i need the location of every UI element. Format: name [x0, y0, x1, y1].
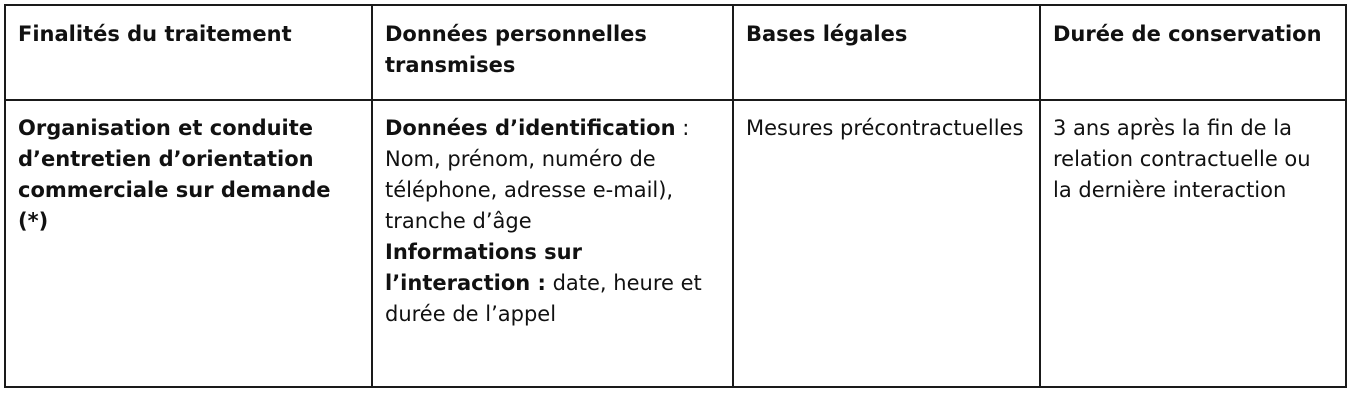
- table-container: [4, 4, 1347, 388]
- identification-data-text: : Nom, prénom, numéro de téléphone, adresse e-mail), tranche d’âge: [385, 116, 690, 233]
- cell-personal-data: [372, 100, 733, 387]
- interaction-data-text: date, heure et durée de l’appel: [385, 271, 702, 326]
- table-header-row: [5, 5, 1346, 100]
- header-legal-basis: Bases légales: [733, 5, 1040, 100]
- cell-retention: [1040, 100, 1346, 387]
- header-personal-data: Données personnelles transmises: [372, 5, 733, 100]
- interaction-data-block: [385, 240, 702, 326]
- cell-purpose: [5, 100, 372, 387]
- legal-basis-text: Mesures précontractuelles: [746, 116, 1024, 140]
- header-purpose: Finalités du traitement: [5, 5, 372, 100]
- interaction-data-label: Informations sur l’interaction :: [385, 240, 582, 295]
- cell-legal-basis: [733, 100, 1040, 387]
- purpose-text: Organisation et conduite d’entretien d’orientation commerciale sur demande (*): [18, 116, 331, 233]
- identification-data-block: [385, 116, 689, 233]
- identification-data-label: Données d’identification: [385, 116, 676, 140]
- retention-text: 3 ans après la fin de la relation contractuelle ou la dernière interaction: [1053, 116, 1311, 202]
- header-retention: Durée de conservation: [1040, 5, 1346, 100]
- table-row: [5, 100, 1346, 387]
- data-processing-table: [4, 4, 1347, 388]
